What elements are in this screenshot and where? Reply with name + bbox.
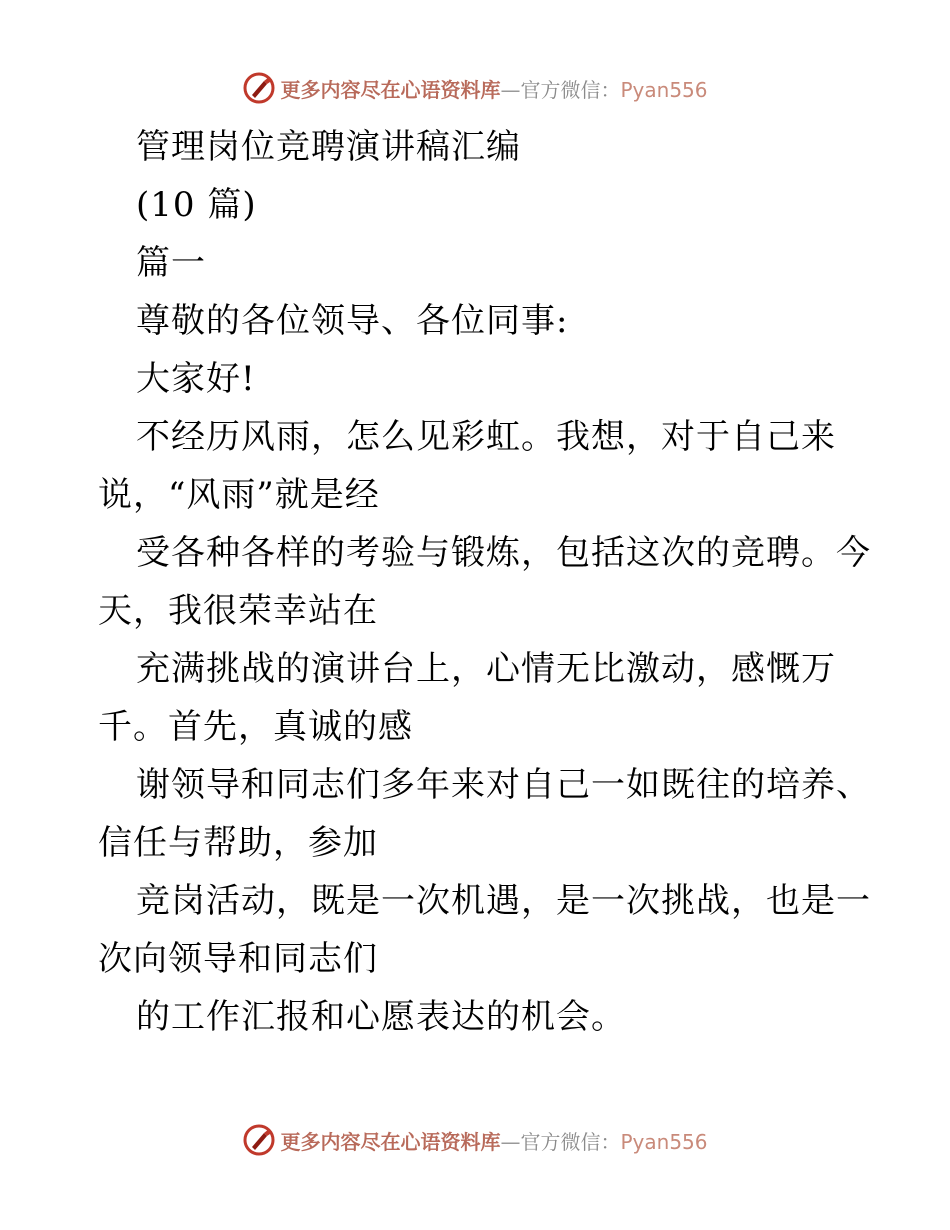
watermark-separator: — [500, 1129, 521, 1154]
salutation: 尊敬的各位领导、各位同事: [136, 301, 569, 341]
paragraph-line: 谢领导和同志们多年来对自己一如既往的培养、 [136, 765, 871, 805]
logo-quill-icon [242, 1123, 276, 1157]
section-heading: 篇一 [136, 243, 206, 283]
watermark-separator: — [500, 77, 521, 102]
document-subtitle: (10 篇) [136, 185, 257, 225]
paragraph-line: 的工作汇报和心愿表达的机会。 [136, 997, 626, 1037]
watermark-text [280, 1126, 707, 1155]
paragraph-line: 不经历风雨，怎么见彩虹。我想，对于自己来 [136, 417, 836, 457]
document-title: 管理岗位竞聘演讲稿汇编 [136, 127, 521, 167]
paragraph-line: 说，“风雨”就是经 [98, 475, 380, 515]
paragraph-line: 次向领导和同志们 [98, 939, 378, 979]
paragraph-line: 信任与帮助，参加 [98, 823, 378, 863]
paragraph-line: 受各种各样的考验与锻炼，包括这次的竞聘。今 [136, 533, 871, 573]
watermark-id: Pyan556 [620, 1129, 708, 1154]
watermark-brand: 更多内容尽在心语资料库 [280, 77, 501, 102]
watermark-official: 官方微信： [520, 77, 621, 102]
paragraph-line: 竞岗活动，既是一次机遇，是一次挑战，也是一 [136, 881, 871, 921]
header-watermark [0, 68, 950, 108]
paragraph-line: 充满挑战的演讲台上，心情无比激动，感慨万 [136, 649, 836, 689]
paragraph-line: 千。首先，真诚的感 [98, 707, 413, 747]
watermark-id: Pyan556 [620, 77, 708, 102]
greeting: 大家好! [136, 359, 256, 399]
watermark-text [280, 74, 707, 103]
watermark-brand: 更多内容尽在心语资料库 [280, 1129, 501, 1154]
paragraph-line: 天，我很荣幸站在 [98, 591, 378, 631]
logo-quill-icon [242, 71, 276, 105]
watermark-official: 官方微信： [520, 1129, 621, 1154]
footer-watermark [0, 1120, 950, 1160]
